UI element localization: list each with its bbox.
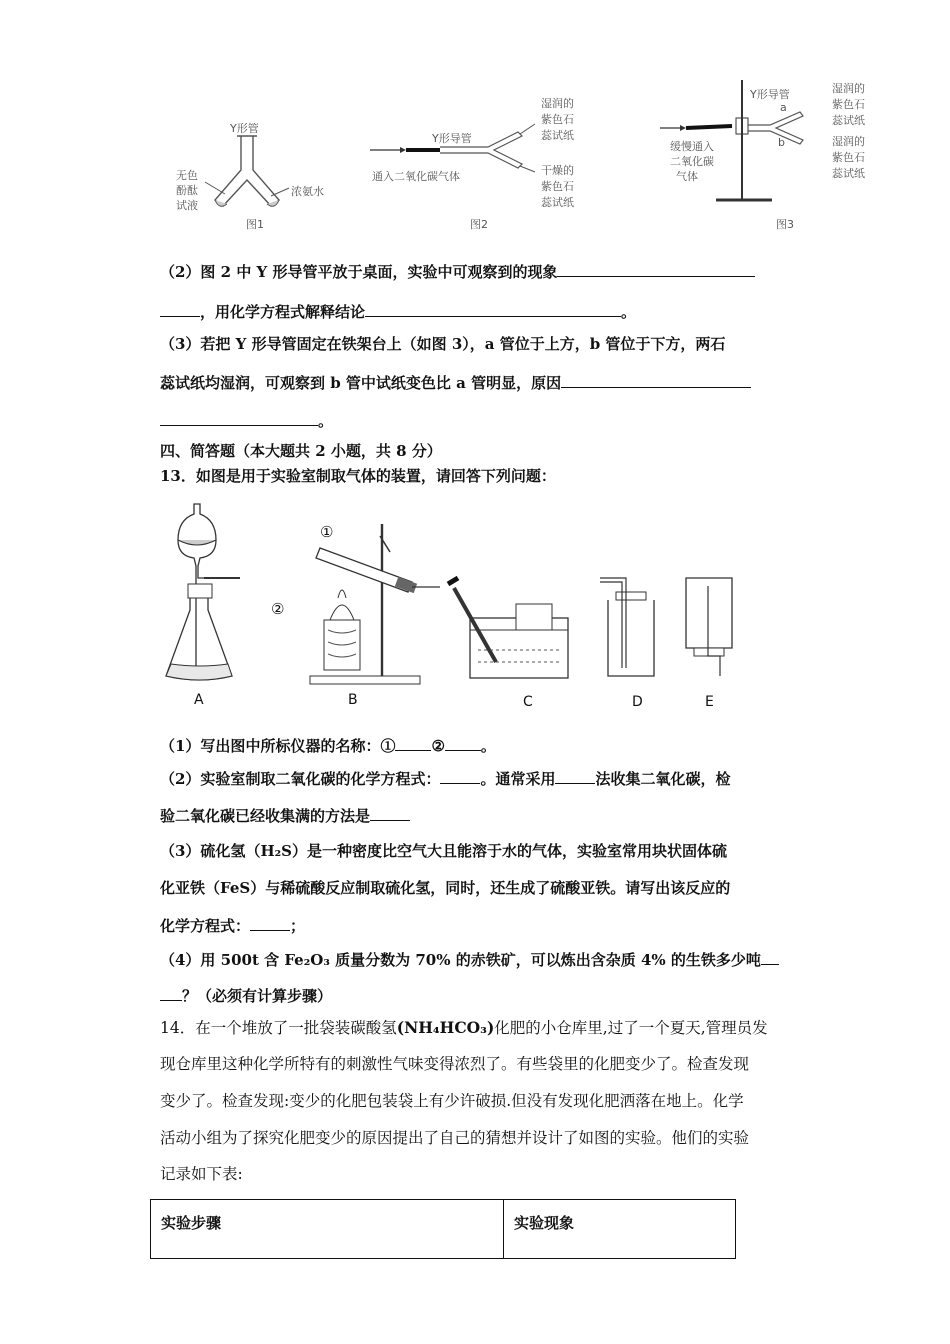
q12-part2-end: 。 <box>621 303 637 321</box>
q13-part2-blank-2[interactable] <box>555 768 595 784</box>
q12-part2-text-a: （2）图 2 中 Y 形导管平放于桌面，实验中可观察到的现象 <box>160 263 558 281</box>
fig3-arrow-label-1: 缓慢通入 <box>670 140 714 153</box>
apparatus-label-d: D <box>632 694 643 710</box>
fig3-arrow-label-2: 二氧化碳 <box>670 155 714 168</box>
fig3-drawing <box>660 76 840 216</box>
q13-part2-blank-1[interactable] <box>440 768 480 784</box>
q12-part3-line1: （3）若把 Y 形导管固定在铁架台上（如图 3），a 管位于上方，b 管位于下方，两石 <box>160 335 726 353</box>
q12-part3-line3 <box>160 410 333 431</box>
q14-line3: 变少了。检查发现:变少的化肥包装袋上有少许破损.但没有发现化肥洒落在地上。化学 <box>160 1092 744 1110</box>
q13-part4-text-b: ？（必须有计算步骤） <box>182 987 333 1005</box>
q13-part3-end: ； <box>290 917 306 935</box>
q13-part4-blank-cont[interactable] <box>160 985 182 1001</box>
fig3-upper-label-1: 湿润的 <box>832 82 865 95</box>
apparatus-e-drawing <box>686 578 732 676</box>
q13-part3-blank[interactable] <box>250 915 290 931</box>
section4-title: 四、简答题（本大题共 2 小题，共 8 分） <box>160 442 442 460</box>
q13-part4-text-a: （4）用 500t 含 Fe₂O₃ 质量分数为 70% 的赤铁矿，可以炼出含杂质 4% 的生铁多少吨 <box>160 951 761 969</box>
fig2-arrow-label: 通入二氧化碳气体 <box>372 170 460 183</box>
q13-part1-blank-1[interactable] <box>395 735 431 751</box>
apparatus-label-a: A <box>194 692 204 708</box>
fig2-y-tube-label: Y形导管 <box>432 132 472 145</box>
q12-part2-line2 <box>160 301 636 322</box>
table-row <box>151 1200 736 1259</box>
apparatus-c-drawing <box>448 578 568 678</box>
apparatus-drawing <box>160 500 760 720</box>
fig1-left-label-2: 酚酞 <box>176 184 198 197</box>
q12-part3-end: 。 <box>318 412 334 430</box>
q14-line1 <box>160 1017 768 1039</box>
fig3-upper-label-2: 紫色石 <box>832 98 865 111</box>
apparatus-label-b: B <box>348 692 358 708</box>
fig3-lower-label-2: 紫色石 <box>832 151 865 164</box>
fig1-left-label-3: 试液 <box>176 199 198 212</box>
fig3-upper-label-3: 蕊试纸 <box>832 114 865 127</box>
fig3-arrow-label-3: 气体 <box>676 170 698 183</box>
q14-line1-text-a: 14．在一个堆放了一批袋装碳酸氢 <box>160 1019 397 1037</box>
q14-line4: 活动小组为了探究化肥变少的原因提出了自己的猜想并设计了如图的实验。他们的实验 <box>160 1129 750 1147</box>
q13-part2-text-d: 验二氧化碳已经收集满的方法是 <box>160 807 371 825</box>
fig1-caption: 图1 <box>246 218 264 231</box>
q12-part2-line1 <box>160 261 755 282</box>
apparatus-label-e: E <box>705 694 714 710</box>
q13-part1-text-a: （1）写出图中所标仪器的名称：① <box>160 737 396 755</box>
apparatus-mark-2: ② <box>271 600 285 618</box>
fig3-caption: 图3 <box>776 218 794 231</box>
fig2-caption: 图2 <box>470 218 488 231</box>
q12-part2-blank-1[interactable] <box>557 261 755 277</box>
q12-part2-blank-2[interactable] <box>365 301 621 317</box>
q12-part3-text-b: 蕊试纸均湿润，可观察到 b 管中试纸变色比 a 管明显，原因 <box>160 374 562 392</box>
q13-part1-text-b: ② <box>431 737 445 755</box>
fig2-drawing <box>370 120 550 170</box>
q13-part4-line1 <box>160 949 779 970</box>
q13-part2-text-a: （2）实验室制取二氧化碳的化学方程式： <box>160 770 441 788</box>
table-header-phenomena: 实验现象 <box>504 1200 736 1259</box>
apparatus-b-drawing <box>310 524 440 684</box>
q13-part1-blank-2[interactable] <box>445 735 481 751</box>
apparatus-d-drawing <box>600 578 654 676</box>
fig2-lower-label-1: 干燥的 <box>541 164 574 177</box>
q13-part4-blank[interactable] <box>761 949 779 965</box>
q13-part3-line1: （3）硫化氢（H₂S）是一种密度比空气大且能溶于水的气体，实验室常用块状固体硫 <box>160 842 728 860</box>
q12-part3-blank-cont[interactable] <box>160 410 318 426</box>
fig2-upper-label-2: 紫色石 <box>541 113 574 126</box>
apparatus-a-drawing <box>166 504 240 680</box>
q13-part2-blank-3[interactable] <box>370 805 410 821</box>
table-header-steps: 实验步骤 <box>151 1200 504 1259</box>
q13-part3-text-c: 化学方程式： <box>160 917 251 935</box>
fig2-upper-label-3: 蕊试纸 <box>541 129 574 142</box>
q13-part1-end: 。 <box>480 737 496 755</box>
q13-part1 <box>160 735 496 756</box>
apparatus-mark-1: ① <box>320 523 334 541</box>
q12-part3-blank[interactable] <box>561 372 751 388</box>
fig2-upper-label-1: 湿润的 <box>541 97 574 110</box>
fig3-y-tube-label: Y形导管 <box>750 88 790 101</box>
fig3-b-label: b <box>778 136 785 149</box>
fig1-drawing <box>205 130 295 215</box>
fig3-a-label: a <box>780 101 787 114</box>
q13-part2-text-b: 。通常采用 <box>480 770 556 788</box>
q13-part2-text-c: 法收集二氧化碳，检 <box>595 770 731 788</box>
q14-line5: 记录如下表: <box>160 1165 243 1183</box>
q13-part2-line2 <box>160 805 410 826</box>
q14-line1-text-b: 化肥的小仓库里,过了一个夏天,管理员发 <box>494 1019 768 1037</box>
q12-part2-blank-1-cont[interactable] <box>160 301 200 317</box>
fig1-left-label-1: 无色 <box>176 169 198 182</box>
q13-part4-line2 <box>160 985 332 1006</box>
experiment-record-table <box>150 1199 736 1259</box>
q14-formula: (NH₄HCO₃) <box>396 1018 495 1037</box>
fig3-lower-label-1: 湿润的 <box>832 135 865 148</box>
q13-part3-line3 <box>160 915 305 936</box>
q13-part2-line1 <box>160 768 730 789</box>
q14-line2: 现仓库里这种化学所特有的刺激性气味变得浓烈了。有些袋里的化肥变少了。检查发现 <box>160 1055 750 1073</box>
fig1-right-label: 浓氨水 <box>291 185 324 198</box>
q13-part3-line2: 化亚铁（FeS）与稀硫酸反应制取硫化氢，同时，还生成了硫酸亚铁。请写出该反应的 <box>160 879 731 897</box>
q12-part3-line2 <box>160 372 751 393</box>
fig2-lower-label-3: 蕊试纸 <box>541 196 574 209</box>
fig3-lower-label-3: 蕊试纸 <box>832 167 865 180</box>
fig1-y-tube-label: Y形管 <box>230 122 259 135</box>
fig2-lower-label-2: 紫色石 <box>541 180 574 193</box>
q13-stem: 13．如图是用于实验室制取气体的装置，请回答下列问题： <box>160 467 556 485</box>
apparatus-label-c: C <box>523 694 533 710</box>
q12-part2-text-b: ，用化学方程式解释结论 <box>200 303 366 321</box>
